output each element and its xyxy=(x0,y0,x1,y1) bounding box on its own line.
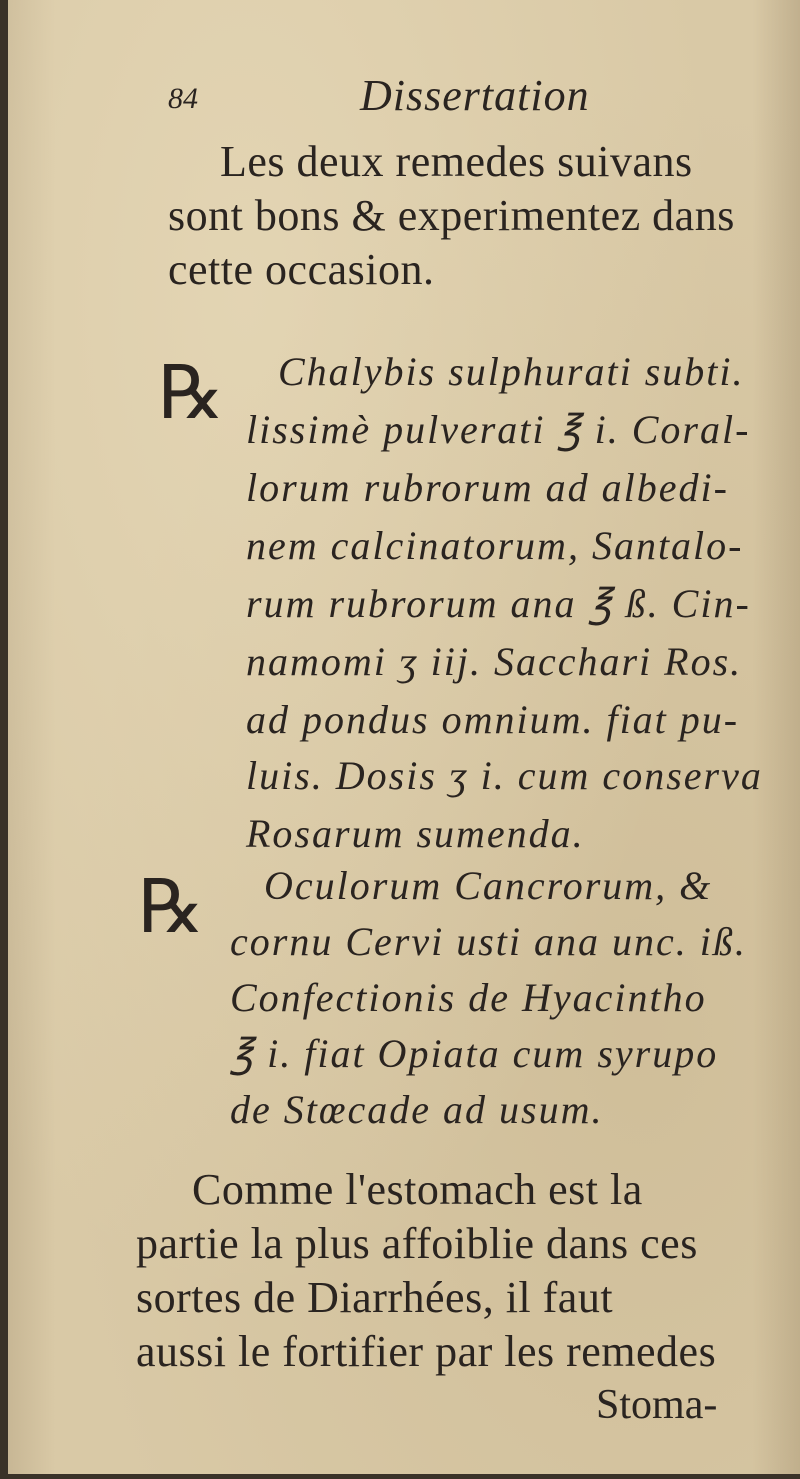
para2-line-2: partie la plus affoiblie dans ces xyxy=(136,1219,698,1268)
rx2-line-1: Oculorum Cancrorum, & xyxy=(264,863,713,908)
book-page xyxy=(8,0,800,1474)
rx1-line-4: nem calcinatorum, Santalo- xyxy=(246,523,744,568)
rx1-line-3: lorum rubrorum ad albedi- xyxy=(246,465,729,510)
para2-line-1: Comme l'estomach est la xyxy=(192,1165,643,1214)
rx1-line-8: luis. Dosis ʒ i. cum conserva xyxy=(246,753,763,798)
recipe-symbol-2: ℞ xyxy=(138,864,205,950)
rx1-line-1: Chalybis sulphurati subti. xyxy=(278,349,745,394)
recipe-symbol-1: ℞ xyxy=(158,350,225,436)
rx1-line-6: namomi ʒ iij. Sacchari Ros. xyxy=(246,639,743,684)
rx1-line-5: rum rubrorum ana ℥ ß. Cin- xyxy=(246,581,751,626)
para2-line-4: aussi le fortifier par les remedes xyxy=(136,1327,717,1376)
rx1-line-2: lissimè pulverati ℥ i. Coral- xyxy=(246,407,751,452)
para2-line-3: sortes de Diarrhées, il faut xyxy=(136,1273,614,1322)
page-number: 84 xyxy=(168,82,198,115)
rx2-line-2: cornu Cervi usti ana unc. iß. xyxy=(230,919,747,964)
rx2-line-5: de Stœcade ad usum. xyxy=(230,1087,604,1132)
rx2-line-3: Confectionis de Hyacintho xyxy=(230,975,707,1020)
rx1-line-7: ad pondus omnium. fiat pu- xyxy=(246,697,740,742)
intro-line-1: Les deux remedes suivans xyxy=(220,137,693,186)
intro-line-2: sont bons & experimentez dans xyxy=(168,191,735,240)
catchword: Stoma- xyxy=(596,1382,718,1428)
rx1-line-9: Rosarum sumenda. xyxy=(246,811,585,856)
running-title: Dissertation xyxy=(360,71,590,120)
intro-line-3: cette occasion. xyxy=(168,245,435,294)
rx2-line-4: ℥ i. fiat Opiata cum syrupo xyxy=(230,1031,719,1076)
